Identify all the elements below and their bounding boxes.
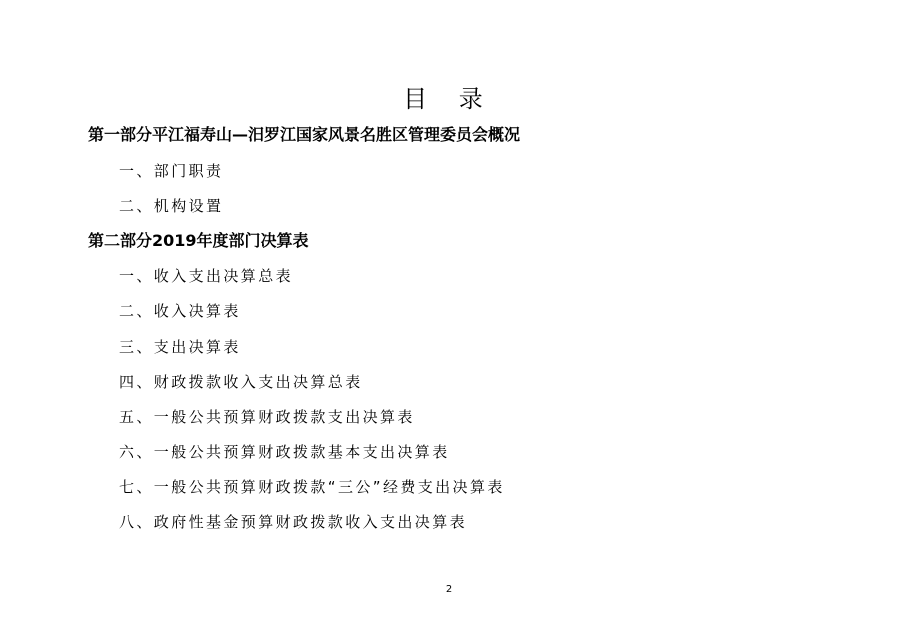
toc-title: 目 录 bbox=[403, 85, 495, 113]
toc-item: 二、机构设置 bbox=[119, 197, 224, 215]
toc-part-1-heading: 第一部分平江福寿山—汨罗江国家风景名胜区管理委员会概况 bbox=[88, 125, 521, 144]
toc-item: 五、一般公共预算财政拨款支出决算表 bbox=[119, 408, 415, 426]
toc-item: 一、部门职责 bbox=[119, 162, 224, 180]
toc-item: 一、收入支出决算总表 bbox=[119, 267, 294, 285]
toc-part-2-heading: 第二部分2019年度部门决算表 bbox=[88, 231, 309, 250]
toc-item: 八、政府性基金预算财政拨款收入支出决算表 bbox=[119, 513, 468, 531]
toc-item: 六、一般公共预算财政拨款基本支出决算表 bbox=[119, 443, 450, 461]
toc-item: 三、支出决算表 bbox=[119, 338, 241, 356]
toc-item: 七、一般公共预算财政拨款“三公”经费支出决算表 bbox=[119, 478, 505, 496]
toc-item: 四、财政拨款收入支出决算总表 bbox=[119, 373, 363, 391]
toc-item: 二、收入决算表 bbox=[119, 302, 241, 320]
page-number: 2 bbox=[445, 584, 453, 595]
